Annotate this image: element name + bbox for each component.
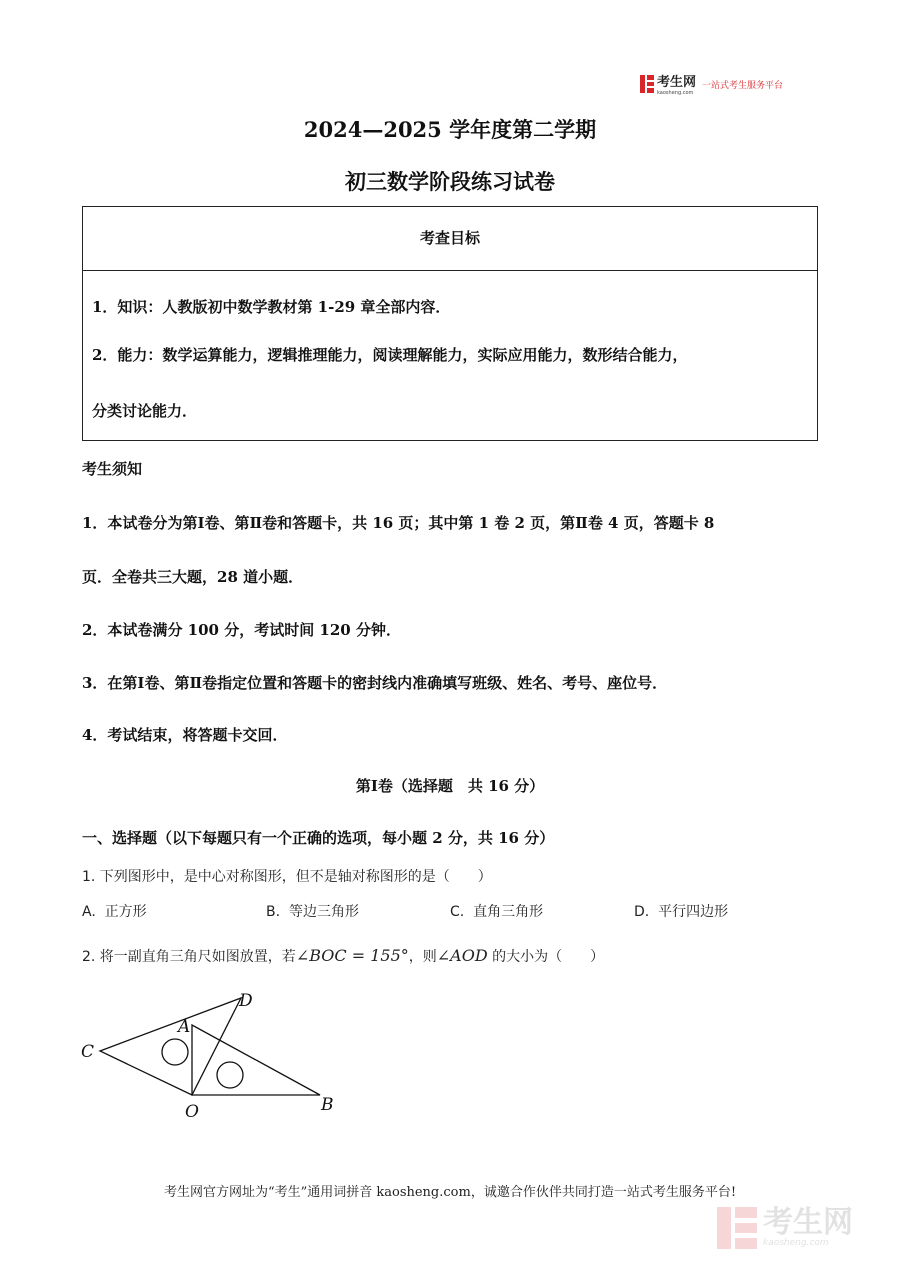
q2-target: ∠AOD bbox=[436, 946, 488, 965]
question-1: 1. 下列图形中，是中心对称图形，但不是轴对称图形的是（ ） bbox=[82, 869, 492, 885]
part1-heading: 第Ⅰ卷（选择题 共 16 分） bbox=[355, 777, 545, 795]
exam-term-title: 2024—2025 学年度第二学期 bbox=[303, 117, 597, 142]
watermark-logo-icon bbox=[717, 1207, 757, 1249]
logo-domain: kaosheng.com bbox=[657, 90, 694, 96]
section-heading: 一、选择题（以下每题只有一个正确的选项，每小题 2 分，共 16 分） bbox=[82, 829, 555, 847]
label-d: D bbox=[239, 991, 253, 1011]
objective-ability: 2．能力：数学运算能力，逻辑推理能力，阅读理解能力，实际应用能力，数形结合能力， bbox=[92, 346, 688, 364]
notice-item-3: 3．在第Ⅰ卷、第Ⅱ卷指定位置和答题卡的密封线内准确填写班级、姓名、考号、座位号． bbox=[82, 674, 668, 692]
logo-name: 考生网 bbox=[657, 75, 697, 90]
objectives-box bbox=[82, 206, 818, 441]
question-2: 2. 将一副直角三角尺如图放置，若∠BOC = 155°，则∠AOD 的大小为（ ） bbox=[82, 946, 605, 965]
exam-title: 初三数学阶段练习试卷 bbox=[345, 169, 555, 194]
q1-option-a: A. 正方形 bbox=[82, 904, 147, 920]
watermark bbox=[717, 1207, 853, 1249]
q1-option-d: D. 平行四边形 bbox=[634, 904, 729, 920]
triangle-cod bbox=[100, 998, 241, 1095]
circle-left bbox=[162, 1039, 188, 1065]
footer-text: 考生网官方网址为“考生”通用词拼音 kaosheng.com，诚邀合作伙伴共同打造一站式考生服务平台! bbox=[163, 1185, 737, 1200]
watermark-name: 考生网 bbox=[763, 1205, 853, 1240]
objective-knowledge: 1．知识：人教版初中数学教材第 1-29 章全部内容． bbox=[92, 298, 451, 316]
objectives-heading: 考查目标 bbox=[83, 207, 817, 271]
triangle-figure bbox=[75, 985, 345, 1125]
label-o: O bbox=[185, 1102, 199, 1122]
notice-item-1-cont: 页．全卷共三大题，28 道小题． bbox=[82, 568, 304, 586]
objective-ability-cont: 分类讨论能力． bbox=[92, 402, 198, 420]
notice-item-2: 2．本试卷满分 100 分，考试时间 120 分钟． bbox=[82, 621, 401, 639]
label-b: B bbox=[321, 1095, 334, 1115]
logo-slogan: 一站式考生服务平台 bbox=[702, 80, 784, 91]
q1-option-c: C. 直角三角形 bbox=[450, 904, 544, 920]
label-a: A bbox=[178, 1017, 191, 1037]
notice-heading: 考生须知 bbox=[82, 460, 143, 478]
triangle-aob bbox=[192, 1025, 320, 1095]
notice-item-1: 1．本试卷分为第Ⅰ卷、第Ⅱ卷和答题卡，共 16 页；其中第 1 卷 2 页，第Ⅱ卷 4 页，答题卡 8 bbox=[82, 514, 715, 532]
circle-right bbox=[217, 1062, 243, 1088]
notice-item-4: 4．考试结束，将答题卡交回． bbox=[82, 726, 288, 744]
brand-logo bbox=[640, 72, 783, 96]
q2-condition: ∠BOC = 155° bbox=[295, 946, 409, 965]
label-c: C bbox=[81, 1042, 95, 1062]
watermark-domain: kaosheng.com bbox=[763, 1238, 829, 1248]
q1-option-b: B. 等边三角形 bbox=[266, 904, 359, 920]
logo-mark-icon bbox=[640, 75, 654, 93]
